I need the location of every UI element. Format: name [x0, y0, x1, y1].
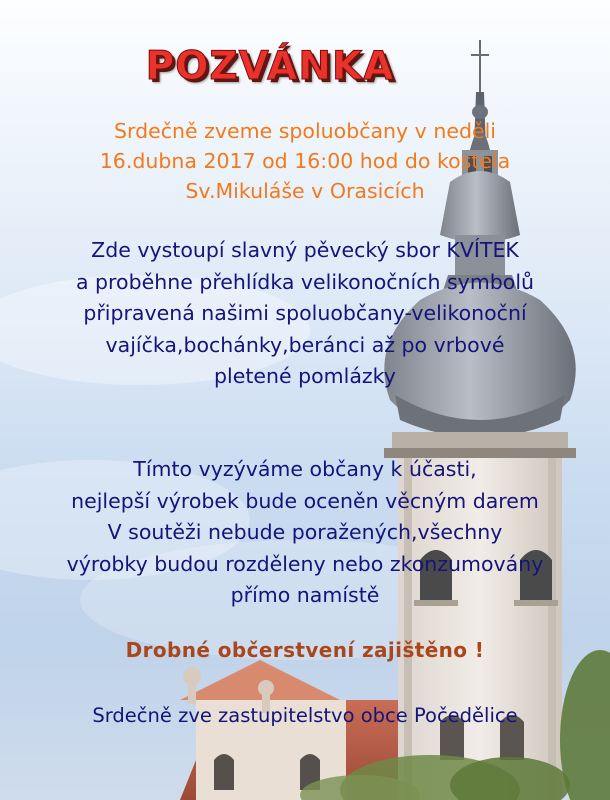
- intro-line: Sv.Mikuláše v Orasicích: [185, 179, 425, 203]
- invitation-text: Srdečně zve zastupitelstvo obce Počedělice: [92, 704, 518, 727]
- details-line: a proběhne přehlídka velikonočních symbolů: [75, 269, 535, 294]
- details-paragraph: [0, 235, 610, 393]
- details-line: připravená našimi spoluobčany-velikonoční: [83, 301, 527, 325]
- appeal-line: výrobky budou rozděleny nebo zkonzumovány: [66, 551, 544, 576]
- appeal-line: přímo namístě: [230, 583, 380, 607]
- details-line: Zde vystoupí slavný pěvecký sbor KVÍTEK: [91, 238, 519, 262]
- poster-title: POZVÁNKA: [145, 44, 395, 89]
- intro-paragraph: [0, 116, 610, 206]
- appeal-line: nejlepší výrobek bude oceněn věcným darem: [71, 488, 539, 513]
- details-line: pletené pomlázky: [214, 364, 396, 388]
- details-line: vajíčka,bochánky,beránci až po vrbové: [105, 332, 505, 357]
- refreshment-text: Drobné občerstvení zajištěno !: [125, 638, 485, 662]
- intro-line: Srdečně zveme spoluobčany v neděli: [114, 119, 496, 143]
- refreshment-note: [0, 636, 610, 664]
- appeal-paragraph: [0, 454, 610, 612]
- appeal-line: V soutěži nebude poražených,všechny: [107, 520, 503, 544]
- intro-line: 16.dubna 2017 od 16:00 hod do kostela: [99, 149, 511, 173]
- invitation-signature: [0, 702, 610, 730]
- appeal-line: Tímto vyzýváme občany k účasti,: [133, 457, 477, 481]
